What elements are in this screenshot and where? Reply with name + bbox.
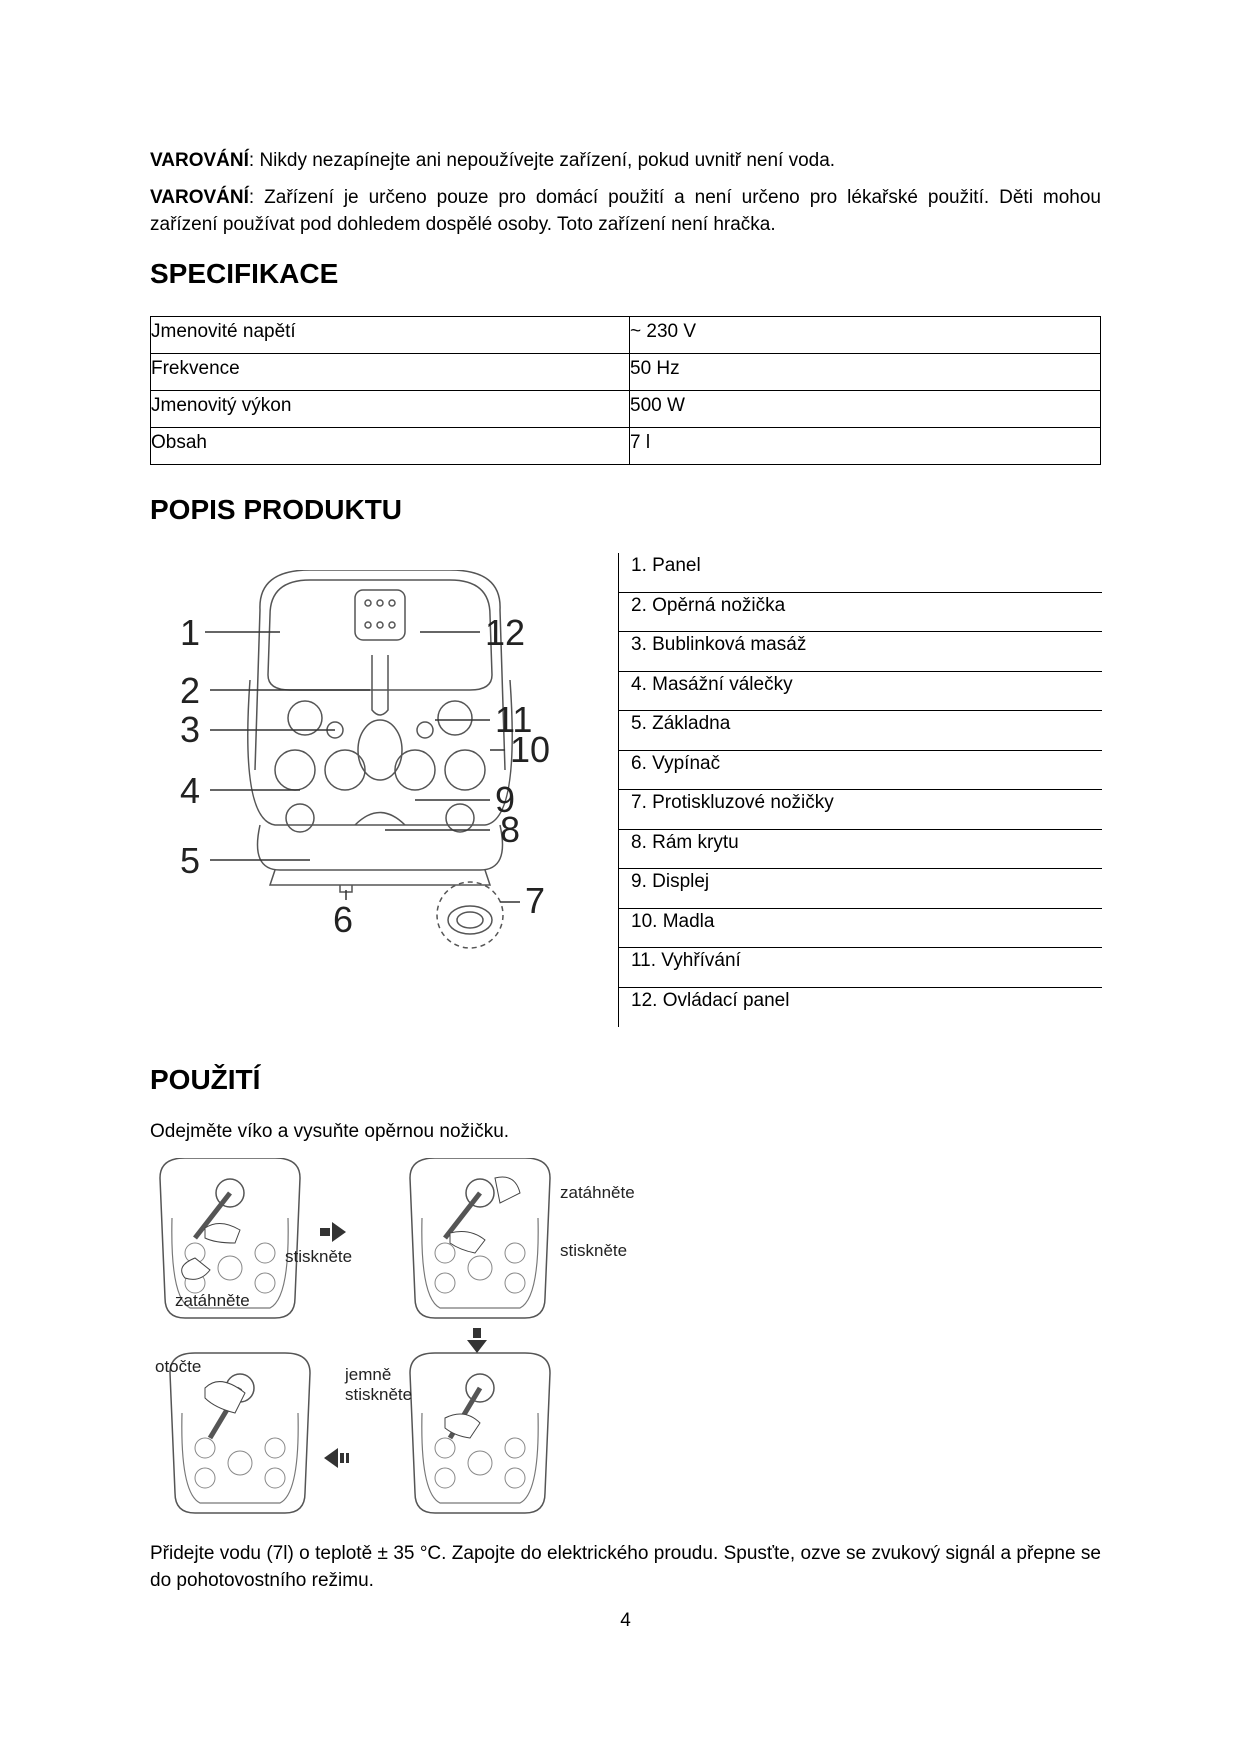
usage-heading: POUŽITÍ [150, 1064, 261, 1095]
label-push: stiskněte [285, 1247, 353, 1266]
usage-steps-diagram [150, 1158, 670, 1518]
callout-3: 3 [180, 709, 201, 750]
spec-row [151, 317, 1101, 354]
warning-1-label: VAROVÁNÍ [150, 150, 249, 171]
warning-2-text: : Zařízení je určeno pouze pro domácí použití a není určeno pro lékařské použití. Děti mohou zařízení používat pod dohledem dospělé osoby. Toto zařízení není hračka. [150, 187, 1101, 235]
warning-1 [150, 147, 1101, 174]
usage-intro: Odejměte víko a vysuňte opěrnou nožičku. [150, 1121, 510, 1142]
callout-12: 12 [485, 612, 526, 653]
label-gently: jemně [345, 1365, 392, 1384]
step-4-bath [170, 1353, 310, 1513]
spec-key: Jmenovitý výkon [151, 391, 630, 428]
parts-list-item: 7. Protiskluzové nožičky [619, 790, 1102, 830]
parts-list [618, 553, 1102, 1027]
label-push-2: stiskněte [560, 1241, 628, 1260]
spec-row [151, 354, 1101, 391]
warning-1-text: : Nikdy nezapínejte ani nepoužívejte zařízení, pokud uvnitř není voda. [248, 150, 836, 171]
product-heading: POPIS PRODUKTU [150, 494, 403, 525]
callout-9: 9 [495, 779, 516, 820]
spec-key: Obsah [151, 428, 630, 465]
product-diagram [170, 570, 610, 970]
spec-value: 50 Hz [630, 354, 1101, 391]
usage-final-text: Přidejte vodu (7l) o teplotě ± 35 °C. Zapojte do elektrického proudu. Spusťte, ozve se zvukový signál a přepne se do pohotovostního režimu. [150, 1543, 1101, 1591]
parts-list-item: 9. Displej [619, 869, 1102, 909]
spec-row [151, 428, 1101, 465]
callout-1: 1 [180, 612, 201, 653]
spec-value: 7 l [630, 428, 1101, 465]
label-pull: zatáhněte [175, 1291, 250, 1310]
callout-7: 7 [525, 880, 546, 921]
warning-2-label: VAROVÁNÍ [150, 187, 249, 208]
callout-11: 11 [495, 699, 533, 740]
parts-list-item: 12. Ovládací panel [631, 989, 790, 1011]
callout-10: 10 [510, 729, 551, 770]
parts-list-item: 1. Panel [619, 553, 1102, 593]
spec-value: ~ 230 V [630, 317, 1101, 354]
label-gently-2: stiskněte [345, 1385, 413, 1404]
spec-value: 500 W [630, 391, 1101, 428]
callout-5: 5 [180, 840, 201, 881]
parts-list-item: 6. Vypínač [619, 751, 1102, 791]
spec-table [150, 316, 1101, 465]
callout-2: 2 [180, 670, 201, 711]
parts-list-item: 3. Bublinková masáž [619, 632, 1102, 672]
parts-list-item: 5. Základna [619, 711, 1102, 751]
spec-heading: SPECIFIKACE [150, 258, 339, 289]
step-3-bath [410, 1353, 550, 1513]
spec-key: Frekvence [151, 354, 630, 391]
spec-row [151, 391, 1101, 428]
document-page [150, 0, 1101, 1754]
arrow-left-icon [324, 1448, 349, 1468]
parts-list-item: 10. Madla [619, 909, 1102, 949]
parts-list-item: 4. Masážní válečky [619, 672, 1102, 712]
parts-list-item: 11. Vyhřívání [619, 948, 1102, 988]
page-number: 4 [620, 1610, 631, 1631]
arrow-down-icon [467, 1328, 487, 1353]
spec-key: Jmenovité napětí [151, 317, 630, 354]
callout-8: 8 [500, 809, 521, 850]
arrow-right-icon [320, 1222, 346, 1242]
warning-2 [150, 184, 1101, 238]
callout-4: 4 [180, 770, 201, 811]
parts-list-item: 2. Opěrná nožička [619, 593, 1102, 633]
label-pull-2: zatáhněte [560, 1183, 635, 1202]
label-rotate: otočte [155, 1357, 202, 1376]
callout-6: 6 [333, 899, 354, 940]
parts-list-item: 8. Rám krytu [619, 830, 1102, 870]
